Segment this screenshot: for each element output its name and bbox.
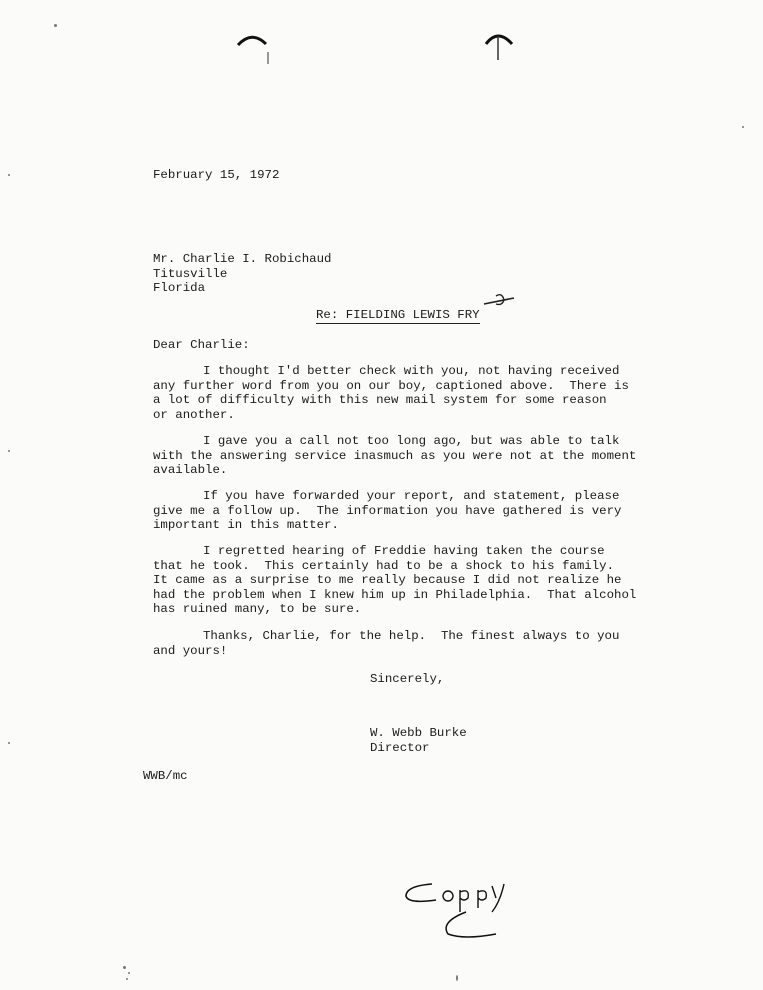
letter-date: February 15, 1972 <box>153 168 280 182</box>
paragraph-4: I regretted hearing of Freddie having taken the course that he took. This certainly had to be a shock to his family. It came as a surprise to me really because I did not realize he had the problem when I knew him up in Philadelphia. That alcohol has ruined many, to be sure. <box>153 544 637 616</box>
reference-line: Re: FIELDING LEWIS FRY <box>316 308 480 322</box>
scan-speck <box>8 450 10 452</box>
paragraph-5: Thanks, Charlie, for the help. The finest always to you and yours! <box>153 629 620 658</box>
recipient-state: Florida <box>153 281 206 295</box>
recipient-city: Titusville <box>153 266 228 281</box>
scan-speck <box>128 972 130 974</box>
scan-speck <box>8 742 10 744</box>
scan-speck <box>742 126 744 128</box>
handwritten-copy-annotation <box>400 878 530 948</box>
punch-hole-marks <box>0 0 763 90</box>
scan-speck <box>54 24 57 27</box>
typist-initials: WWB/mc <box>143 769 188 783</box>
paragraph-3: If you have forwarded your report, and statement, please give me a follow up. The information you have gathered is very important in this matter. <box>153 489 622 532</box>
signature-name: W. Webb Burke <box>370 726 467 740</box>
scan-speck <box>126 978 128 980</box>
signature-block <box>370 726 467 755</box>
signature-title: Director <box>370 740 430 755</box>
recipient-address <box>153 252 331 296</box>
paragraph-2: I gave you a call not too long ago, but was able to talk with the answering service inasmuch as you were not at the moment available. <box>153 434 637 477</box>
scan-speck <box>456 975 458 981</box>
closing: Sincerely, <box>370 672 445 686</box>
recipient-name: Mr. Charlie I. Robichaud <box>153 252 332 266</box>
paragraph-1: I thought I'd better check with you, not having received any further word from you on our boy, captioned above. There is a lot of difficulty with this new mail system for some reason or another. <box>153 364 629 422</box>
salutation: Dear Charlie: <box>153 338 250 352</box>
handwritten-check-mark <box>480 290 520 314</box>
scan-speck <box>123 966 126 969</box>
scan-speck <box>8 174 10 176</box>
